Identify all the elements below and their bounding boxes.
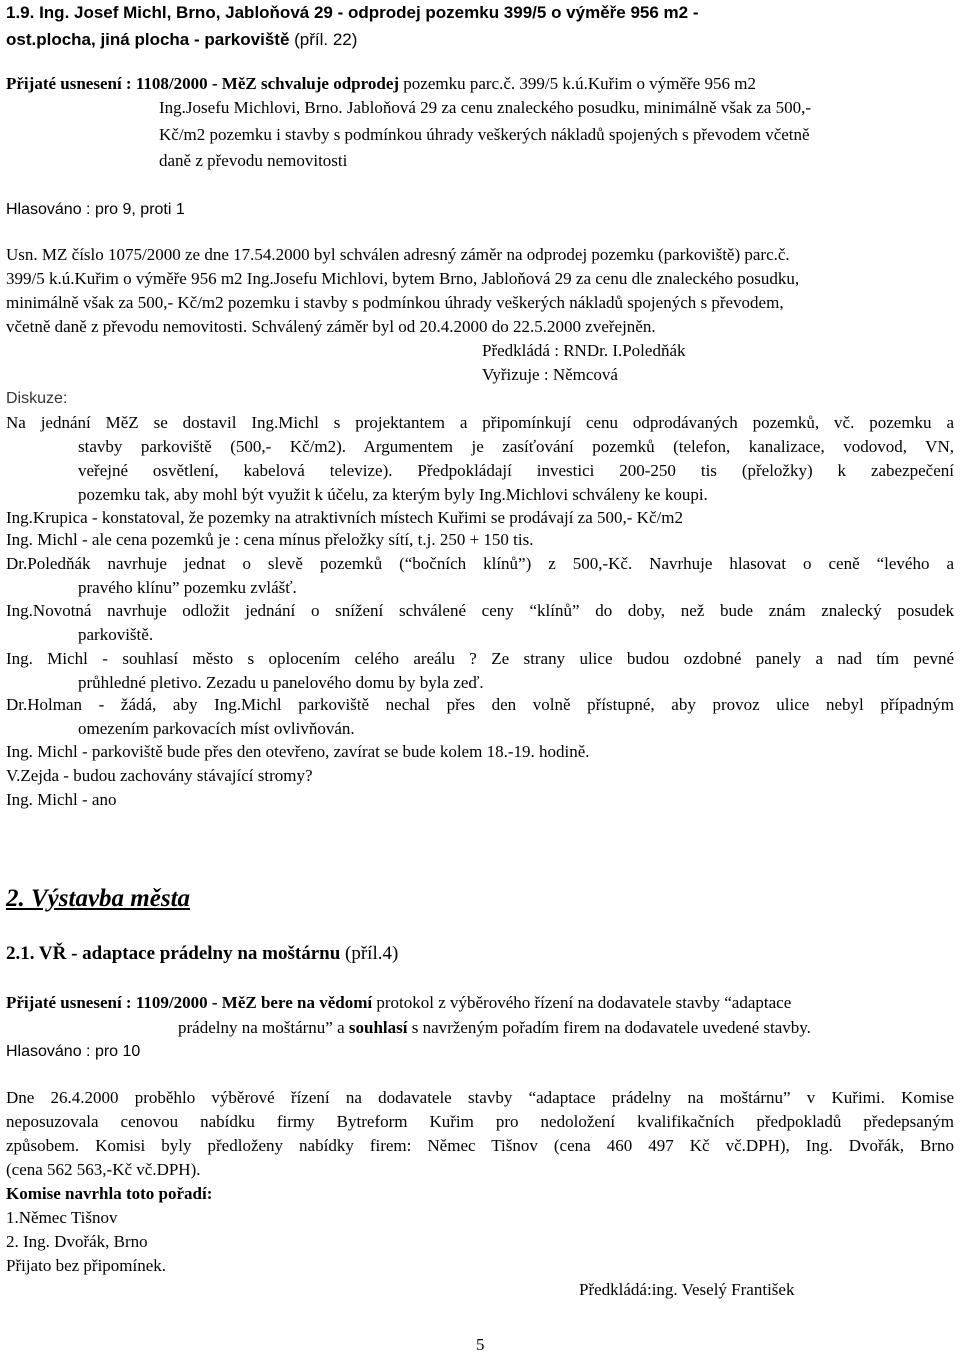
submitter: Předkládá : RNDr. I.Poledňák [482, 341, 686, 360]
resolution-line4: daně z převodu nemovitosti [159, 151, 348, 170]
subsection-heading: 2.1. VŘ - adaptace prádelny na moštárnu (příl.4) [6, 943, 399, 964]
body-line: (cena 562 563,-Kč vč.DPH). [6, 1160, 201, 1179]
section-title: 2. Výstavba města [6, 885, 191, 912]
usn-line: minimálně však za 500,- Kč/m2 pozemku i stavby s podmínkou úhrady veškerých nákladů spojených s převodem, [6, 293, 784, 312]
handler: Vyřizuje : Němcová [482, 365, 618, 384]
discussion-line: pozemku tak, aby mohl být využit k účelu, za kterým byly Ing.Michlovi schváleny ke koupi. [78, 485, 708, 504]
item-heading-line1: 1.9. Ing. Josef Michl, Brno, Jabloňová 29 - odprodej pozemku 399/5 o výměře 956 m2 - [6, 3, 699, 22]
discussion-line: stavby parkoviště (500,- Kč/m2). Argumentem je zasíťování pozemků (telefon, kanalizace, vodovod, VN, [78, 437, 954, 456]
discussion-line: parkoviště. [78, 625, 154, 644]
item-heading-line2: ost.plocha, jiná plocha - parkoviště (příl. 22) [6, 30, 358, 49]
resolution-1109-line2: prádelny na moštárnu” a souhlasí s navrženým pořadím firem na dodavatele uvedené stavby. [178, 1018, 811, 1037]
body-line: Dne 26.4.2000 proběhlo výběrové řízení na dodavatele stavby “adaptace prádelny na moštárnu” v Kuřimi. Komise [6, 1088, 954, 1107]
vote-result-2: Hlasováno : pro 10 [6, 1043, 141, 1060]
discussion-label: Diskuze: [6, 390, 68, 407]
discussion-line: Ing. Michl - souhlasí město s oplocením celého areálu ? Ze strany ulice budou ozdobné panely a nad tím pevné [6, 649, 954, 668]
discussion-line: Dr.Holman - žádá, aby Ing.Michl parkoviště nechal přes den volně přístupné, aby provoz ulice nebyl případným [6, 695, 954, 714]
resolution-1109-line1: Přijaté usnesení : 1109/2000 - MěZ bere na vědomí protokol z výběrového řízení na dodavatele stavby “adaptace [6, 993, 792, 1012]
discussion-line: Ing.Krupica - konstatoval, že pozemky na atraktivních místech Kuřimi se prodávají za 500,- Kč/m2 [6, 508, 683, 527]
discussion-line: omezením parkovacích míst ovlivňován. [78, 719, 355, 738]
resolution-line1: Přijaté usnesení : 1108/2000 - MěZ schvaluje odprodej pozemku parc.č. 399/5 k.ú.Kuřim o výměře 956 m2 [6, 74, 756, 93]
accepted-note: Přijato bez připomínek. [6, 1256, 167, 1275]
discussion-line: Na jednání MěZ se dostavil Ing.Michl s projektantem a připomínkují cenu odprodávaných pozemků, vč. pozemku a [6, 413, 954, 432]
discussion-line: Ing. Michl - ale cena pozemků je : cena mínus přeložky sítí, t.j. 250 + 150 tis. [6, 530, 534, 549]
discussion-line: Ing. Michl - parkoviště bude přes den otevřeno, zavírat se bude kolem 18.-19. hodině. [6, 742, 590, 761]
discussion-line: veřejné osvětlení, kabelová televize). Předpokládají investici 200-250 tis (přeložky) k zabezpečení [78, 461, 954, 480]
discussion-line: V.Zejda - budou zachovány stávající stromy? [6, 766, 313, 785]
discussion-line: Dr.Poledňák navrhuje jednat o slevě pozemků (“bočních klínů”) z 500,-Kč. Navrhuje hlasovat o ceně “levého a [6, 554, 954, 573]
resolution-line2: Ing.Josefu Michlovi, Brno. Jabloňová 29 za cenu znaleckého posudku, minimálně však za 500,- [159, 98, 811, 117]
vote-result: Hlasováno : pro 9, proti 1 [6, 201, 185, 218]
usn-line: Usn. MZ číslo 1075/2000 ze dne 17.54.2000 byl schválen adresný záměr na odprodej pozemku (parkoviště) parc.č. [6, 245, 790, 264]
usn-line: včetně daně z převodu nemovitosti. Schválený záměr byl od 20.4.2000 do 22.5.2000 zveřejněn. [6, 317, 656, 336]
order-item: 1.Němec Tišnov [6, 1208, 118, 1227]
body-line: neposuzovala cenovou nabídku firmy Bytreform Kuřim pro nedoložení kvalifikačních předpokladů předepsaným [6, 1112, 954, 1131]
resolution-line3: Kč/m2 pozemku i stavby s podmínkou úhrady veškerých nákladů spojených s převodem včetně [159, 125, 810, 144]
order-label: Komise navrhla toto pořadí: [6, 1184, 213, 1203]
discussion-line: Ing. Michl - ano [6, 790, 117, 809]
discussion-line: pravého klínu” pozemku zvlášť. [78, 578, 297, 597]
usn-line: 399/5 k.ú.Kuřim o výměře 956 m2 Ing.Josefu Michlovi, bytem Brno, Jabloňová 29 za cenu dle znaleckého posudku, [6, 269, 800, 288]
discussion-line: Ing.Novotná navrhuje odložit jednání o snížení schválené ceny “klínů” do doby, než bude znám znalecký posudek [6, 601, 954, 620]
order-item: 2. Ing. Dvořák, Brno [6, 1232, 148, 1251]
page-number: 5 [476, 1335, 485, 1354]
discussion-line: průhledné pletivo. Zezadu u panelového domu by byla zeď. [78, 673, 484, 692]
submitter-2: Předkládá:ing. Veselý František [579, 1280, 795, 1299]
body-line: způsobem. Komisi byly předloženy nabídky firem: Němec Tišnov (cena 460 497 Kč vč.DPH), Ing. Dvořák, Brno [6, 1136, 954, 1155]
